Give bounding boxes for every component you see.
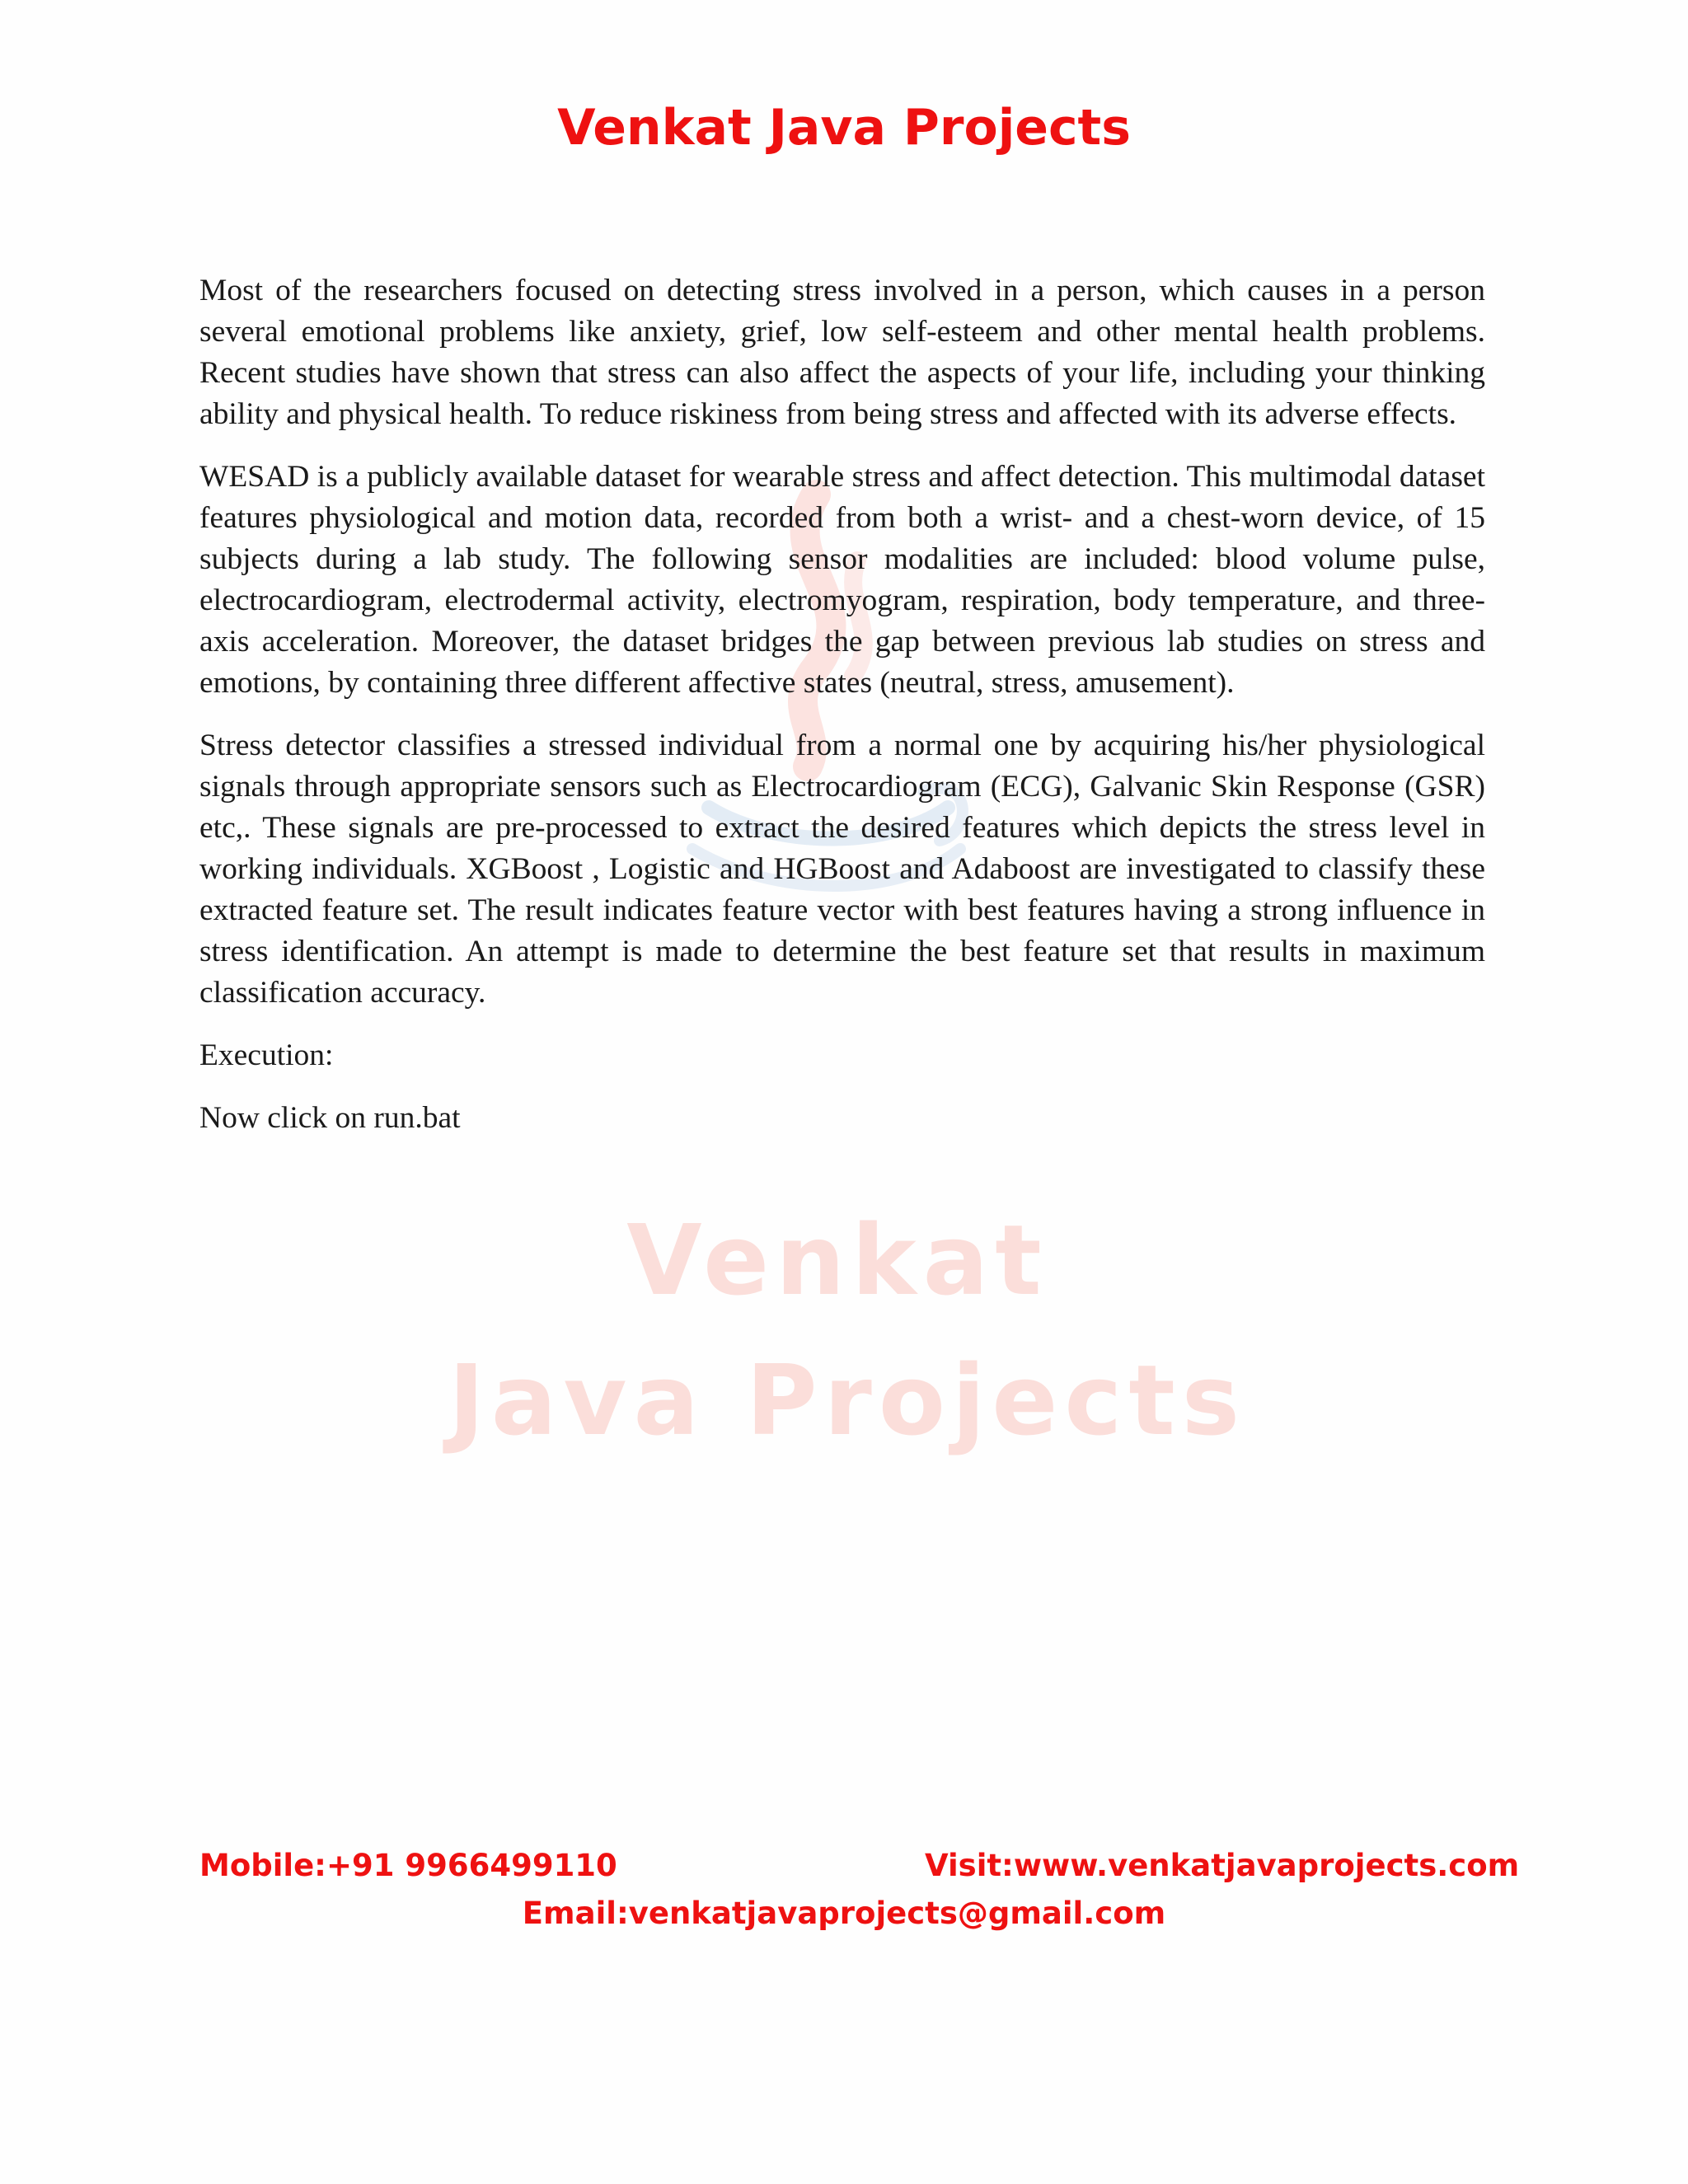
- paragraph-intro: Most of the researchers focused on detecting stress involved in a person, which causes in a person several emotional problems like anxiety, grief, low self-esteem and other mental health problems. Recent studies have shown that stress can also affect the aspects of your life, including your thinking ability and physical health. To reduce riskiness from being stress and affected with its adverse effects.: [199, 274, 1485, 431]
- footer-mobile: Mobile:+91 9966499110: [199, 1848, 617, 1883]
- page-title: Venkat Java Projects: [557, 99, 1131, 157]
- paragraph-wesad: WESAD is a publicly available dataset for wearable stress and affect detection. This multimodal dataset features physiological and motion data, recorded from both a wrist- and a chest-worn device, of 15 subjects during a lab study. The following sensor modalities are included: blood volume pulse, electrocardiogram, electrodermal activity, electromyogram, respiration, body temperature, and three-axis acceleration. Moreover, the dataset bridges the gap between previous lab studies on stress and emotions, by containing three different affective states (neutral, stress, amusement).: [199, 460, 1485, 700]
- footer-email: Email:venkatjavaprojects@gmail.com: [522, 1896, 1166, 1931]
- watermark-line-1: Venkat: [626, 1203, 1048, 1317]
- body-content: [199, 270, 1485, 1160]
- paragraph-stress-detector: Stress detector classifies a stressed individual from a normal one by acquiring his/her physiological signals through appropriate sensors such as Electrocardiogram (ECG), Galvanic Skin Response (GSR) etc,. These signals are pre-processed to extract the desired features which depicts the stress level in working individuals. XGBoost , Logistic and HGBoost and Adaboost are investigated to classify these extracted feature set. The result indicates feature vector with best features having a strong influence in stress identification. An attempt is made to determine the best feature set that results in maximum classification accuracy.: [199, 729, 1485, 1010]
- execution-instruction: Now click on run.bat: [199, 1101, 461, 1135]
- execution-heading: Execution:: [199, 1038, 334, 1072]
- footer-website: Visit:www.venkatjavaprojects.com: [925, 1848, 1520, 1883]
- watermark-line-2: Java Projects: [448, 1343, 1246, 1457]
